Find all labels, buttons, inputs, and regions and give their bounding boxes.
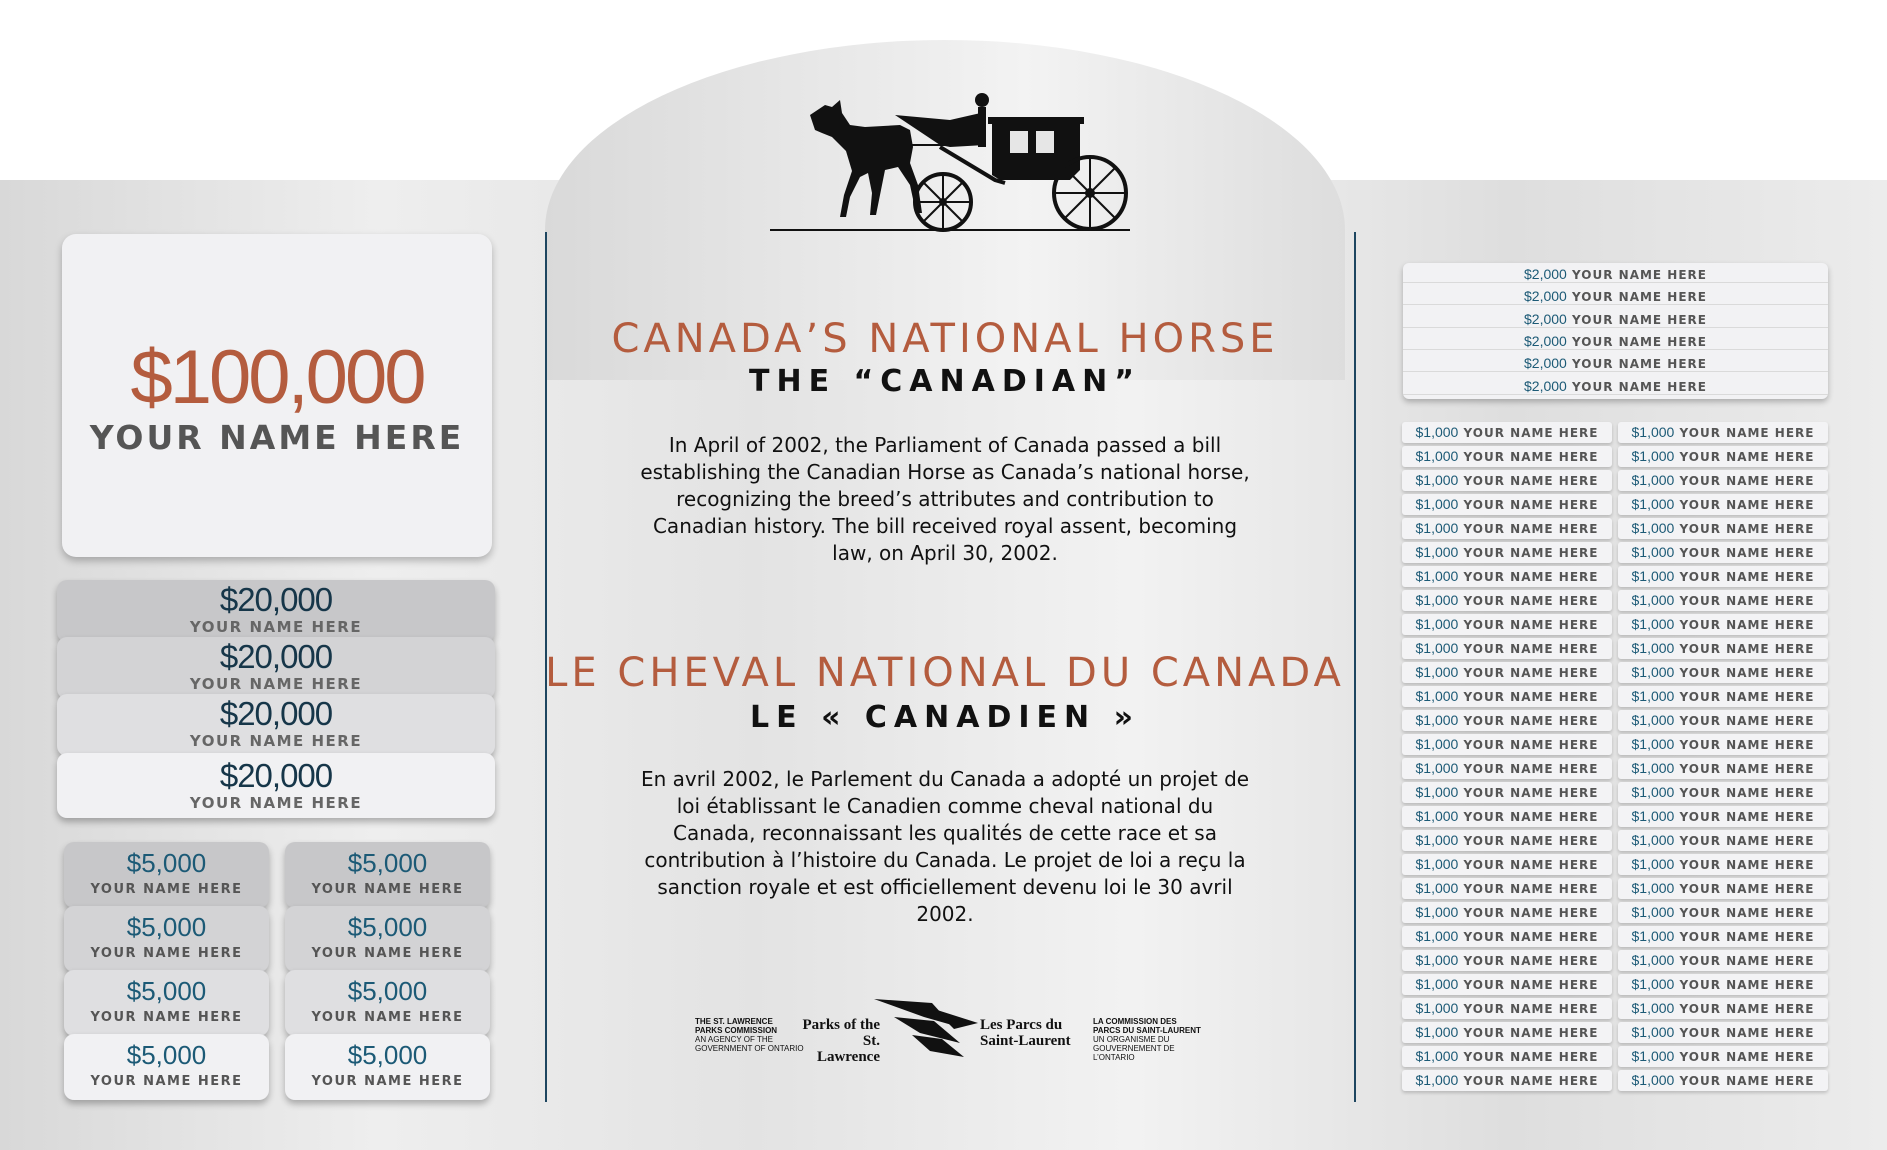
donor-amount: $20,000: [219, 695, 333, 732]
donor-amount: $5,000: [126, 1040, 207, 1070]
donor-1000-row: [1618, 974, 1828, 995]
donor-amount: $1,000: [1631, 784, 1675, 800]
donor-name: YOUR NAME HERE: [189, 794, 363, 812]
donor-1000-row: [1618, 878, 1828, 899]
donor-1000-row: [1402, 806, 1612, 827]
donor-2000-row: [1403, 310, 1828, 328]
donor-name: YOUR NAME HERE: [1679, 738, 1815, 752]
donor-name: YOUR NAME HERE: [1679, 906, 1815, 920]
donor-20000-plaque: [57, 753, 495, 818]
donor-1000-row: [1402, 446, 1612, 467]
donor-amount: $1,000: [1415, 472, 1459, 488]
donor-name: YOUR NAME HERE: [1463, 834, 1599, 848]
donor-amount: $1,000: [1415, 808, 1459, 824]
parks-fr: [980, 1017, 1071, 1049]
commission-fr-line2: PARCS DU SAINT-LAURENT: [1093, 1026, 1201, 1035]
paragraph-english: In April of 2002, the Parliament of Canada passed a bill establishing the Canadian Horse as Canada’s national horse, recognizing the breed’s attributes and contribution to Canadian history. The bill received royal assent, becoming law, on April 30, 2002.: [640, 433, 1250, 565]
donor-amount: $1,000: [1631, 976, 1675, 992]
donor-name: YOUR NAME HERE: [1463, 522, 1599, 536]
donor-1000-row: [1402, 614, 1612, 635]
donor-1000-row: [1402, 470, 1612, 491]
donor-name: YOUR NAME HERE: [1572, 357, 1707, 371]
donor-1000-row: [1618, 590, 1828, 611]
donor-amount: $1,000: [1631, 736, 1675, 752]
donor-amount: $5,000: [347, 1040, 428, 1070]
donor-amount: $1,000: [1631, 1072, 1675, 1088]
top-donor-plaque: [62, 234, 492, 557]
donor-name: YOUR NAME HERE: [1463, 762, 1599, 776]
donor-1000-row: [1402, 662, 1612, 683]
donor-amount: $1,000: [1631, 880, 1675, 896]
donor-1000-row: [1402, 566, 1612, 587]
donor-amount: $5,000: [347, 976, 428, 1006]
donor-5000-plaque: [64, 970, 269, 1036]
donor-name: YOUR NAME HERE: [90, 1010, 243, 1025]
donor-1000-row: [1402, 1022, 1612, 1043]
agency-en-line2: GOVERNMENT OF ONTARIO: [695, 1044, 804, 1053]
donor-1000-row: [1402, 950, 1612, 971]
donor-5000-plaque: [285, 1034, 490, 1100]
subtitle-english: THE “CANADIAN”: [749, 364, 1141, 399]
donor-name: YOUR NAME HERE: [1679, 1074, 1815, 1088]
donor-name: YOUR NAME HERE: [1679, 450, 1815, 464]
donor-amount: $1,000: [1631, 664, 1675, 680]
donor-name: YOUR NAME HERE: [1463, 882, 1599, 896]
donor-20000-plaque: [57, 694, 495, 756]
donor-amount: $1,000: [1631, 448, 1675, 464]
donor-amount: $1,000: [1415, 688, 1459, 704]
donor-1000-row: [1402, 998, 1612, 1019]
donor-2000-row: [1403, 265, 1828, 283]
donor-amount: $1,000: [1415, 448, 1459, 464]
donor-name: YOUR NAME HERE: [1572, 313, 1707, 327]
donor-name: YOUR NAME HERE: [1679, 498, 1815, 512]
donor-1000-row: [1618, 902, 1828, 923]
donor-5000-plaque: [64, 1034, 269, 1100]
donor-2000-row: [1403, 377, 1828, 395]
donor-amount: $1,000: [1415, 712, 1459, 728]
donor-amount: $1,000: [1415, 832, 1459, 848]
donor-name: YOUR NAME HERE: [1679, 522, 1815, 536]
donor-name: YOUR NAME HERE: [1679, 690, 1815, 704]
donor-amount: $1,000: [1631, 1000, 1675, 1016]
donor-1000-row: [1618, 518, 1828, 539]
donor-amount: $2,000: [1524, 266, 1567, 282]
agency-fr-line2: GOUVERNEMENT DE L’ONTARIO: [1093, 1044, 1175, 1062]
donor-amount: $1,000: [1415, 544, 1459, 560]
donor-name: YOUR NAME HERE: [1572, 290, 1707, 304]
donor-1000-row: [1402, 518, 1612, 539]
agency-fr-line1: UN ORGANISME DU: [1093, 1035, 1170, 1044]
donor-amount: $1,000: [1415, 736, 1459, 752]
donor-1000-row: [1618, 1070, 1828, 1091]
donor-amount: $1,000: [1631, 472, 1675, 488]
donor-amount: $1,000: [1415, 520, 1459, 536]
donor-1000-row: [1618, 854, 1828, 875]
commission-fr: [1093, 1017, 1210, 1062]
donor-1000-row: [1402, 758, 1612, 779]
donor-amount: $1,000: [1415, 640, 1459, 656]
donor-name: YOUR NAME HERE: [1463, 570, 1599, 584]
donor-1000-row: [1618, 686, 1828, 707]
commission-en: [695, 1017, 804, 1053]
donor-name: YOUR NAME HERE: [1463, 978, 1599, 992]
donor-amount: $1,000: [1415, 928, 1459, 944]
donor-name: YOUR NAME HERE: [1679, 426, 1815, 440]
donor-1000-row: [1402, 590, 1612, 611]
donor-name: YOUR NAME HERE: [1679, 1002, 1815, 1016]
donor-1000-row: [1618, 830, 1828, 851]
commission-en-line2: PARKS COMMISSION: [695, 1026, 778, 1035]
donor-amount: $1,000: [1415, 904, 1459, 920]
donor-1000-row: [1402, 926, 1612, 947]
donor-1000-row: [1618, 758, 1828, 779]
donor-name: YOUR NAME HERE: [1463, 1050, 1599, 1064]
donor-1000-row: [1618, 998, 1828, 1019]
donor-name: YOUR NAME HERE: [1463, 810, 1599, 824]
donor-2000-row: [1403, 287, 1828, 305]
donor-name: YOUR NAME HERE: [1463, 546, 1599, 560]
donor-amount: $1,000: [1415, 1024, 1459, 1040]
donor-1000-row: [1402, 782, 1612, 803]
donor-2000-row: [1403, 354, 1828, 372]
donor-1000-row: [1402, 734, 1612, 755]
parks-bird-logo-icon: [872, 995, 982, 1061]
donor-name: YOUR NAME HERE: [1679, 1026, 1815, 1040]
donor-2000-row: [1403, 332, 1828, 350]
donor-name: YOUR NAME HERE: [1679, 714, 1815, 728]
donor-amount: $1,000: [1631, 496, 1675, 512]
donor-1000-row: [1402, 686, 1612, 707]
parks-en-line1: Parks of the: [802, 1017, 880, 1033]
donor-5000-plaque: [64, 906, 269, 972]
donor-1000-row: [1618, 950, 1828, 971]
donor-amount: $1,000: [1415, 1048, 1459, 1064]
donor-name: YOUR NAME HERE: [1463, 474, 1599, 488]
donor-name: YOUR NAME HERE: [1572, 380, 1707, 394]
donor-amount: $1,000: [1631, 520, 1675, 536]
donor-amount: $1,000: [1415, 1072, 1459, 1088]
donor-name: YOUR NAME HERE: [1463, 1026, 1599, 1040]
donor-amount: $1,000: [1415, 568, 1459, 584]
donor-amount: $2,000: [1524, 333, 1567, 349]
donor-name: YOUR NAME HERE: [1679, 978, 1815, 992]
parks-en-line2: St. Lawrence: [816, 1033, 880, 1065]
donor-1000-row: [1618, 1046, 1828, 1067]
donor-amount: $1,000: [1631, 952, 1675, 968]
donor-name: YOUR NAME HERE: [1679, 882, 1815, 896]
donor-amount: $1,000: [1631, 832, 1675, 848]
donor-5000-plaque: [64, 842, 269, 908]
commission-en-line1: THE ST. LAWRENCE: [695, 1017, 773, 1026]
parks-fr-line1: Les Parcs du: [980, 1017, 1063, 1033]
donor-amount: $1,000: [1631, 808, 1675, 824]
subtitle-french: LE « CANADIEN »: [750, 700, 1140, 735]
donor-1000-row: [1618, 470, 1828, 491]
donor-amount: $1,000: [1415, 784, 1459, 800]
donor-amount: $1,000: [1631, 904, 1675, 920]
parks-fr-line2: Saint-Laurent: [980, 1033, 1071, 1049]
donor-amount: $1,000: [1415, 592, 1459, 608]
donor-amount: $1,000: [1631, 616, 1675, 632]
donor-name: YOUR NAME HERE: [189, 675, 363, 693]
donor-name: YOUR NAME HERE: [1679, 546, 1815, 560]
commission-fr-line1: LA COMMISSION DES: [1093, 1017, 1177, 1026]
donor-1000-row: [1618, 662, 1828, 683]
donor-1000-row: [1618, 806, 1828, 827]
donor-amount: $1,000: [1631, 688, 1675, 704]
donor-amount: $20,000: [219, 757, 333, 794]
donor-name: YOUR NAME HERE: [90, 946, 243, 961]
donor-name: YOUR NAME HERE: [1463, 738, 1599, 752]
donor-amount: $5,000: [347, 912, 428, 942]
donor-name: YOUR NAME HERE: [1463, 618, 1599, 632]
donor-amount: $20,000: [219, 581, 333, 618]
donor-amount: $20,000: [219, 638, 333, 675]
donor-name: YOUR NAME HERE: [1572, 335, 1707, 349]
donor-5000-plaque: [285, 906, 490, 972]
donor-name: YOUR NAME HERE: [1463, 498, 1599, 512]
donor-1000-row: [1402, 542, 1612, 563]
donor-name: YOUR NAME HERE: [1679, 858, 1815, 872]
donor-amount: $2,000: [1524, 288, 1567, 304]
donor-name: YOUR NAME HERE: [311, 946, 464, 961]
top-donor-amount: $100,000: [130, 335, 424, 420]
donor-name: YOUR NAME HERE: [1463, 450, 1599, 464]
donor-amount: $2,000: [1524, 311, 1567, 327]
donor-name: YOUR NAME HERE: [189, 732, 363, 750]
top-donor-name: YOUR NAME HERE: [89, 418, 465, 457]
donor-name: YOUR NAME HERE: [1679, 666, 1815, 680]
donor-name: YOUR NAME HERE: [1463, 1002, 1599, 1016]
title-french: LE CHEVAL NATIONAL DU CANADA: [545, 650, 1345, 696]
donor-1000-row: [1618, 734, 1828, 755]
donor-name: YOUR NAME HERE: [1679, 594, 1815, 608]
donor-name: YOUR NAME HERE: [1679, 786, 1815, 800]
donor-amount: $2,000: [1524, 355, 1567, 371]
donor-name: YOUR NAME HERE: [1463, 714, 1599, 728]
donor-amount: $2,000: [1524, 378, 1567, 394]
donor-name: YOUR NAME HERE: [1463, 642, 1599, 656]
donor-amount: $1,000: [1631, 544, 1675, 560]
donor-amount: $1,000: [1415, 424, 1459, 440]
donor-name: YOUR NAME HERE: [1463, 858, 1599, 872]
donor-amount: $1,000: [1415, 616, 1459, 632]
donor-amount: $1,000: [1631, 1048, 1675, 1064]
donor-amount: $1,000: [1415, 880, 1459, 896]
donor-1000-row: [1618, 638, 1828, 659]
donor-amount: $1,000: [1415, 952, 1459, 968]
donor-name: YOUR NAME HERE: [1679, 930, 1815, 944]
donor-amount: $1,000: [1631, 760, 1675, 776]
donor-name: YOUR NAME HERE: [1572, 268, 1707, 282]
donor-name: YOUR NAME HERE: [1463, 786, 1599, 800]
donor-name: YOUR NAME HERE: [1679, 954, 1815, 968]
donor-name: YOUR NAME HERE: [1463, 594, 1599, 608]
donor-name: YOUR NAME HERE: [1463, 426, 1599, 440]
donor-5000-plaque: [285, 842, 490, 908]
donor-amount: $1,000: [1631, 928, 1675, 944]
paragraph-french: En avril 2002, le Parlement du Canada a adopté un projet de loi établissant le Canadien comme cheval national du Canada, reconnaissant les qualités de cette race et sa contribution à l’histoire du Canada. Le projet de loi a reçu la sanction royale et est officiellement devenu loi le 30 avril 2002.: [640, 767, 1250, 926]
donor-amount: $1,000: [1631, 712, 1675, 728]
donor-name: YOUR NAME HERE: [1463, 954, 1599, 968]
donor-amount: $1,000: [1631, 424, 1675, 440]
donor-amount: $1,000: [1631, 1024, 1675, 1040]
donor-name: YOUR NAME HERE: [1679, 570, 1815, 584]
donor-name: YOUR NAME HERE: [1679, 810, 1815, 824]
donor-1000-row: [1618, 710, 1828, 731]
donor-1000-row: [1402, 494, 1612, 515]
donor-1000-row: [1618, 926, 1828, 947]
donor-name: YOUR NAME HERE: [1679, 474, 1815, 488]
right-divider: [1354, 232, 1356, 1102]
sponsor-logos: [690, 975, 1210, 1065]
horse-carriage-icon: [770, 85, 1130, 235]
donor-amount: $1,000: [1415, 856, 1459, 872]
donor-1000-row: [1618, 782, 1828, 803]
donor-amount: $1,000: [1631, 640, 1675, 656]
donor-1000-row: [1402, 830, 1612, 851]
donor-name: YOUR NAME HERE: [311, 1010, 464, 1025]
donor-1000-row: [1402, 902, 1612, 923]
donor-amount: $1,000: [1415, 496, 1459, 512]
donor-name: YOUR NAME HERE: [1463, 1074, 1599, 1088]
donor-amount: $1,000: [1415, 1000, 1459, 1016]
donor-name: YOUR NAME HERE: [1679, 762, 1815, 776]
donor-5000-plaque: [285, 970, 490, 1036]
donor-name: YOUR NAME HERE: [1463, 930, 1599, 944]
donor-amount: $1,000: [1415, 976, 1459, 992]
donor-1000-row: [1618, 614, 1828, 635]
donor-name: YOUR NAME HERE: [1679, 642, 1815, 656]
donor-20000-plaque: [57, 637, 495, 699]
donor-1000-row: [1618, 542, 1828, 563]
donor-1000-row: [1402, 1046, 1612, 1067]
donor-amount: $5,000: [126, 848, 207, 878]
donor-amount: $5,000: [347, 848, 428, 878]
donor-1000-row: [1402, 710, 1612, 731]
donor-name: YOUR NAME HERE: [1679, 834, 1815, 848]
donor-name: YOUR NAME HERE: [189, 618, 363, 636]
donor-2000-panel: [1403, 263, 1828, 399]
donor-amount: $1,000: [1415, 664, 1459, 680]
donor-amount: $1,000: [1631, 568, 1675, 584]
donor-name: YOUR NAME HERE: [311, 882, 464, 897]
donor-20000-plaque: [57, 580, 495, 642]
agency-en-line1: AN AGENCY OF THE: [695, 1035, 773, 1044]
donor-name: YOUR NAME HERE: [1679, 1050, 1815, 1064]
parks-en: [798, 1017, 880, 1065]
donor-1000-row: [1402, 1070, 1612, 1091]
donor-1000-row: [1402, 854, 1612, 875]
donor-amount: $1,000: [1631, 592, 1675, 608]
donor-name: YOUR NAME HERE: [311, 1074, 464, 1089]
donor-1000-row: [1618, 1022, 1828, 1043]
donor-name: YOUR NAME HERE: [90, 1074, 243, 1089]
donor-name: YOUR NAME HERE: [1679, 618, 1815, 632]
donor-name: YOUR NAME HERE: [1463, 690, 1599, 704]
title-english: CANADA’S NATIONAL HORSE: [611, 316, 1279, 362]
donor-1000-row: [1402, 878, 1612, 899]
donor-amount: $5,000: [126, 912, 207, 942]
donor-name: YOUR NAME HERE: [1463, 906, 1599, 920]
donor-1000-row: [1618, 446, 1828, 467]
donor-1000-row: [1618, 422, 1828, 443]
donor-amount: $1,000: [1415, 760, 1459, 776]
donor-1000-row: [1618, 494, 1828, 515]
donor-amount: $5,000: [126, 976, 207, 1006]
donor-1000-row: [1402, 974, 1612, 995]
donor-amount: $1,000: [1631, 856, 1675, 872]
donor-1000-row: [1618, 566, 1828, 587]
donor-1000-row: [1402, 638, 1612, 659]
donor-1000-row: [1402, 422, 1612, 443]
donor-name: YOUR NAME HERE: [1463, 666, 1599, 680]
donor-name: YOUR NAME HERE: [90, 882, 243, 897]
